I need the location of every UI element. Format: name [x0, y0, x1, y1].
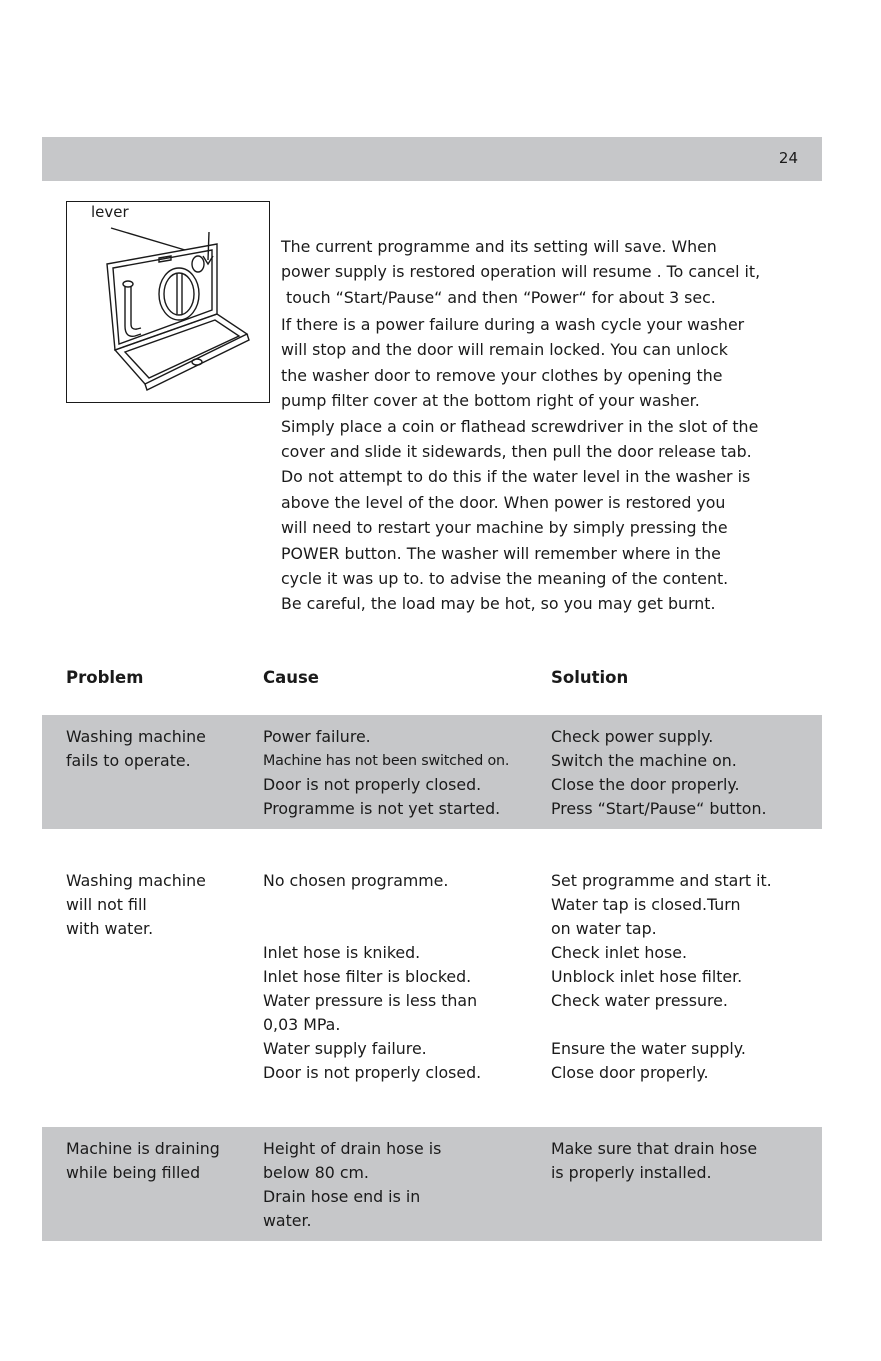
cell-line: water. [263, 1211, 312, 1230]
cell-line: Drain hose end is in [263, 1187, 421, 1206]
cell-line: below 80 cm. [263, 1163, 369, 1182]
pump-cover-illustration [66, 201, 270, 403]
cell-line: fails to operate. [66, 751, 191, 770]
cell-line: Machine has not been switched on. [263, 753, 510, 769]
column-header-solution: Solution [551, 668, 629, 687]
cell-line: Water tap is closed.Turn [551, 895, 741, 914]
paragraph-line: Simply place a coin or flathead screwdriver in the slot of the [281, 416, 759, 436]
column-header-cause: Cause [263, 668, 320, 687]
cell-line: Power failure. [263, 727, 371, 746]
cell-line [263, 893, 548, 917]
power-failure-paragraph-1 [281, 234, 821, 310]
cell-line: Check power supply. [551, 727, 714, 746]
table-row [42, 1127, 822, 1241]
cell-line: Washing machine [66, 727, 206, 746]
cell-line: Unblock inlet hose filter. [551, 967, 743, 986]
cell-line [551, 1013, 816, 1037]
cell-line: Press “Start/Pause“ button. [551, 799, 767, 818]
washer-pump-cover-icon [67, 202, 269, 402]
cell-line: Close the door properly. [551, 775, 740, 794]
cell-line: on water tap. [551, 919, 657, 938]
paragraph-line: will stop and the door will remain locked. You can unlock [281, 340, 728, 360]
cell-line: Set programme and start it. [551, 871, 772, 890]
paragraph-line: POWER button. The washer will remember where in the [281, 543, 721, 563]
solution-cell [551, 869, 816, 1085]
paragraph-line: touch “Start/Pause“ and then “Power“ for about 3 sec. [281, 287, 716, 307]
paragraph-line: Do not attempt to do this if the water level in the washer is [281, 467, 751, 487]
cell-line: will not fill [66, 895, 147, 914]
cell-line: No chosen programme. [263, 871, 449, 890]
column-header-problem: Problem [66, 668, 144, 687]
cell-line: Switch the machine on. [551, 751, 737, 770]
cell-line: Water supply failure. [263, 1039, 427, 1058]
cell-line: Inlet hose filter is blocked. [263, 967, 472, 986]
paragraph-line: above the level of the door. When power is restored you [281, 492, 726, 512]
cell-line: Close door properly. [551, 1063, 709, 1082]
power-failure-paragraph-2 [281, 312, 821, 617]
page-number: 24 [778, 149, 798, 167]
paragraph-line: will need to restart your machine by simply pressing the [281, 518, 728, 538]
cell-line: Machine is draining [66, 1139, 220, 1158]
table-row [42, 860, 822, 1090]
solution-cell [551, 1137, 816, 1185]
problem-cell [66, 869, 256, 941]
cell-line: Water pressure is less than [263, 991, 478, 1010]
cell-line: Door is not properly closed. [263, 1063, 482, 1082]
paragraph-line: If there is a power failure during a wash cycle your washer [281, 315, 745, 334]
solution-cell [551, 725, 816, 821]
cell-line: Door is not properly closed. [263, 775, 482, 794]
cell-line: Programme is not yet started. [263, 799, 501, 818]
paragraph-line: cycle it was up to. to advise the meaning of the content. [281, 569, 729, 589]
paragraph-line: power supply is restored operation will resume . To cancel it, [281, 262, 761, 282]
cell-line: Make sure that drain hose [551, 1139, 758, 1158]
cell-line: while being filled [66, 1163, 201, 1182]
cell-line: Ensure the water supply. [551, 1039, 746, 1058]
cell-line: Height of drain hose is [263, 1139, 442, 1158]
cell-line: is properly installed. [551, 1163, 712, 1182]
paragraph-line: The current programme and its setting will save. When [281, 237, 717, 256]
problem-cell [66, 725, 256, 773]
header-bar [42, 137, 822, 181]
cause-cell [263, 725, 548, 821]
cell-line: Check water pressure. [551, 991, 728, 1010]
cell-line: Check inlet hose. [551, 943, 687, 962]
cell-line: Washing machine [66, 871, 206, 890]
cause-cell [263, 869, 548, 1085]
cell-line: 0,03 MPa. [263, 1015, 341, 1034]
paragraph-line: Be careful, the load may be hot, so you may get burnt. [281, 594, 716, 614]
cause-cell [263, 1137, 548, 1233]
figure-label-lever: lever [91, 203, 129, 221]
table-row [42, 715, 822, 829]
cell-line: with water. [66, 919, 154, 938]
cell-line [263, 917, 548, 941]
paragraph-line: the washer door to remove your clothes by opening the [281, 365, 723, 385]
paragraph-line: pump filter cover at the bottom right of your washer. [281, 391, 700, 411]
problem-cell [66, 1137, 256, 1185]
paragraph-line: cover and slide it sidewards, then pull the door release tab. [281, 442, 752, 462]
cell-line: Inlet hose is kniked. [263, 943, 421, 962]
